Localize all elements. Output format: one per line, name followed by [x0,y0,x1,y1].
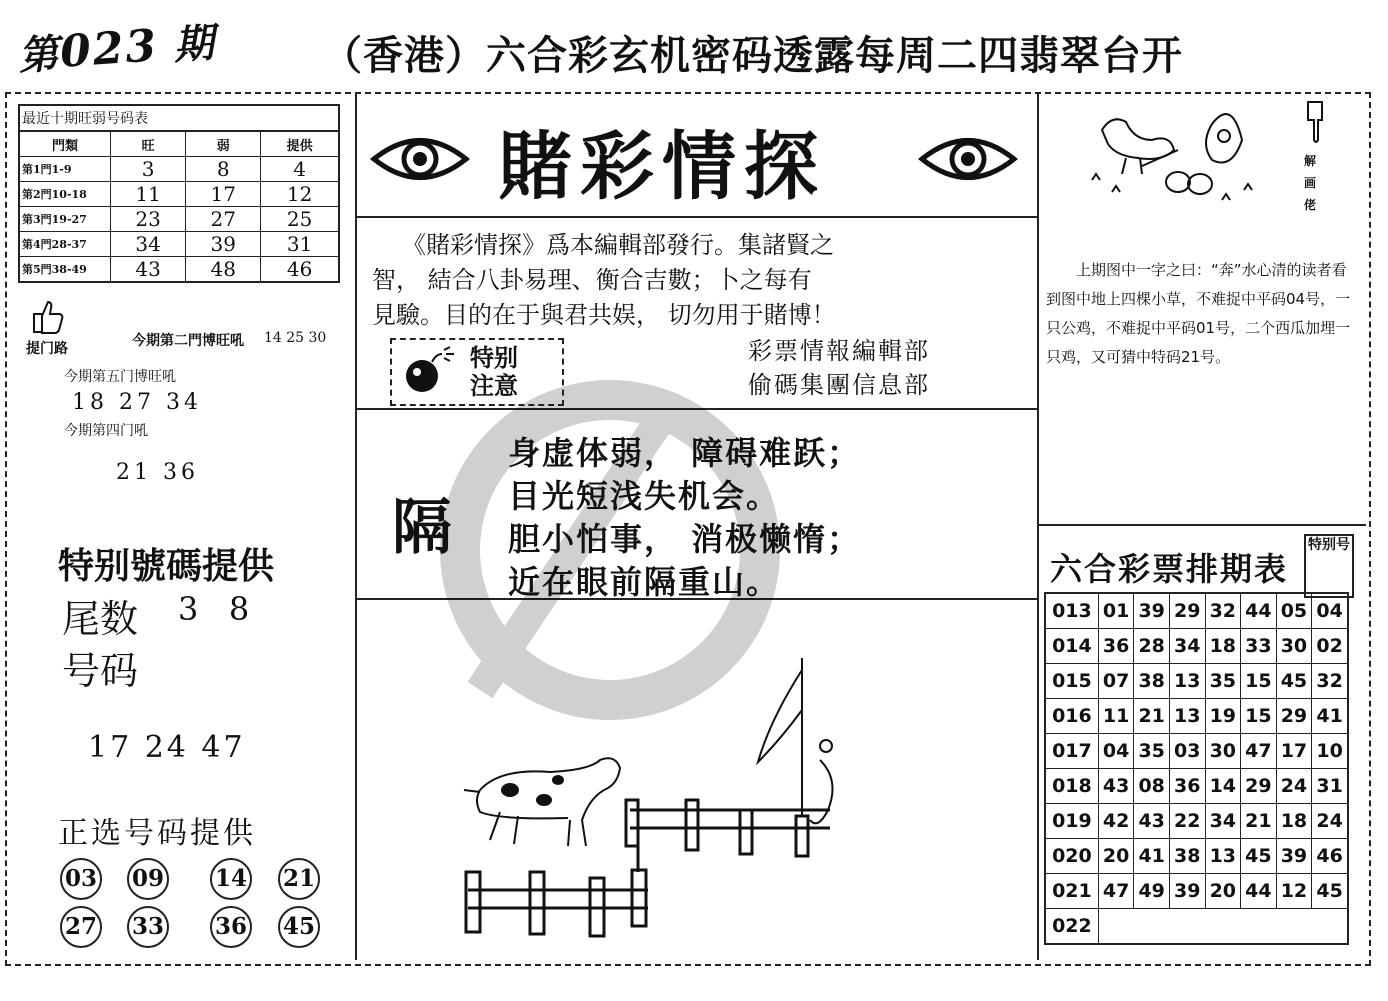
col-provide: 提供 [261,131,339,157]
number-cell: 15 [1241,699,1277,734]
number-cell: 21 [1241,804,1277,839]
table-row [1045,769,1348,804]
special-cell: 02 [1312,629,1348,664]
schedule-title: 六合彩票排期表 [1050,550,1289,588]
number-cell: 08 [1134,769,1170,804]
issue-cell: 017 [1045,734,1098,769]
number-cell: 05 [1276,593,1312,629]
special-cell: 41 [1312,699,1348,734]
pick-number: 09 [127,858,169,900]
door4-text: 今期第四门吼 [64,423,148,439]
pick-number: 14 [210,858,252,900]
weak-cell: 48 [186,257,261,283]
pointing-hand-icon [1300,100,1330,146]
tail-numbers: 3 8 [178,590,250,628]
number-cell: 39 [1134,593,1170,629]
special-cell: 32 [1312,664,1348,699]
hot-cell: 43 [111,257,186,283]
table-row [1045,699,1348,734]
table-row [19,257,339,283]
issue-number: 023 [58,20,160,78]
number-cell: 03 [1169,734,1205,769]
empty-result-cell [1098,909,1348,945]
number-cell: 32 [1205,593,1241,629]
hint-illustration [1082,100,1262,210]
table-row [1045,804,1348,839]
provide-cell: 46 [261,257,339,283]
table-row [19,207,339,232]
tips-label: 提门路 [26,341,68,357]
col-group: 門類 [19,131,111,157]
number-cell: 30 [1205,734,1241,769]
department [748,334,930,402]
weak-cell: 17 [186,182,261,207]
intro-line: 智， 結合八卦易理、衡合吉數；卜之每有 [372,266,812,294]
issue-prefix: 第 [16,30,62,80]
number-cell: 13 [1169,699,1205,734]
picks-heading: 正选号码提供 [58,816,256,851]
pick-number: 36 [210,906,252,948]
hot-cell: 11 [111,182,186,207]
pick-number: 21 [278,858,320,900]
hot-cell: 23 [111,207,186,232]
provide-cell: 4 [261,157,339,182]
issue-cell: 014 [1045,629,1098,664]
door4-numbers: 21 36 [116,460,199,485]
special-number-badge: 特别号 [1304,534,1354,598]
number-cell: 47 [1098,874,1134,909]
issue-suffix: 期 [172,19,218,69]
riddle-illustration [440,650,860,950]
notice-line: 特别 [470,344,518,372]
intro-text [372,228,1032,333]
page-title: （香港）六合彩玄机密码透露每周二四翡翠台开 [322,32,1183,79]
issue-cell: 015 [1045,664,1098,699]
number-cell: 18 [1205,629,1241,664]
provide-cell: 31 [261,232,339,257]
weak-cell: 27 [186,207,261,232]
left-divider [355,94,357,960]
number-cell: 18 [1276,804,1312,839]
col-hot: 旺 [111,131,186,157]
pick-number: 27 [60,906,102,948]
number-cell: 39 [1276,839,1312,874]
issue-cell: 022 [1045,909,1098,945]
number-cell: 49 [1134,874,1170,909]
issue-label [16,11,217,82]
special-cell: 45 [1312,874,1348,909]
special-heading: 特别號碼提供 [58,546,275,587]
cow-drawing [464,758,620,846]
number-cell: 07 [1098,664,1134,699]
number-cell: 34 [1205,804,1241,839]
eye-icon [370,130,470,188]
number-cell: 45 [1276,664,1312,699]
number-cell: 14 [1205,769,1241,804]
dept-line: 偷碼集團信息部 [748,371,930,399]
number-cell: 47 [1241,734,1277,769]
number-cell: 34 [1169,629,1205,664]
number-cell: 43 [1134,804,1170,839]
number-cell: 29 [1241,769,1277,804]
group-cell: 第5門38-49 [19,257,111,283]
door5-text: 今期第五门博旺吼 [64,369,176,385]
provide-cell: 12 [261,182,339,207]
eye-icon [918,130,1018,188]
number-cell: 19 [1205,699,1241,734]
issue-cell: 013 [1045,593,1098,629]
intro-line: 見驗。目的在于與君共娱， 切勿用于賭博！ [372,301,836,329]
table-row [1045,593,1348,629]
door5-numbers: 18 27 34 [72,390,202,415]
riddle-character: 隔 [392,493,452,563]
right-divider [1037,94,1039,960]
schedule-divider [1038,524,1366,526]
number-cell: 30 [1276,629,1312,664]
group-cell: 第4門28-37 [19,232,111,257]
last-issue-explanation: 上期图中一字之曰：“奔”水心清的读者看到图中地上四棵小草，不难捉中平码04号，一只公鸡，不难捉中平码01号，二个西瓜加埋一只鸡，又可猜中特码21号。 [1046,261,1351,366]
issue-cell: 021 [1045,874,1098,909]
pick-number: 45 [278,906,320,948]
special-cell: 31 [1312,769,1348,804]
number-cell: 36 [1169,769,1205,804]
number-cell: 41 [1134,839,1170,874]
weak-cell: 8 [186,157,261,182]
special-cell: 46 [1312,839,1348,874]
number-cell: 28 [1134,629,1170,664]
notice-text [470,344,518,400]
banner-divider [356,216,1037,218]
number-cell: 22 [1169,804,1205,839]
poem-line: 胆小怕事， 消极懒惰； [508,520,862,558]
door2-text: 今期第二門博旺吼 [132,333,244,349]
number-cell: 13 [1169,664,1205,699]
number-cell: 04 [1098,734,1134,769]
notice-line: 注意 [470,372,518,400]
table-row [19,157,339,182]
banner-title: 賭彩情探 [498,124,826,210]
number-cell: 11 [1098,699,1134,734]
number-cell: 42 [1098,804,1134,839]
number-cell: 36 [1098,629,1134,664]
number-cell: 44 [1241,874,1277,909]
group-cell: 第2門10-18 [19,182,111,207]
poem-line: 身虚体弱， 障碍难跃； [508,434,862,472]
recent-table-header [19,131,339,157]
special-cell: 10 [1312,734,1348,769]
col-weak: 弱 [186,131,261,157]
table-row [19,182,339,207]
number-cell: 21 [1134,699,1170,734]
number-cell: 45 [1241,839,1277,874]
bomb-icon [400,346,456,396]
number-cell: 43 [1098,769,1134,804]
number-cell: 12 [1276,874,1312,909]
intro-line: 《賭彩情探》爲本編輯部發行。集諸賢之 [402,231,834,259]
table-row [1045,909,1348,945]
fence-drawing [466,800,830,936]
number-cell: 44 [1241,593,1277,629]
special-cell: 24 [1312,804,1348,839]
pick-number: 03 [60,858,102,900]
flag-drawing [758,658,833,823]
number-cell: 29 [1169,593,1205,629]
issue-cell: 016 [1045,699,1098,734]
table-row [19,232,339,257]
provide-cell: 25 [261,207,339,232]
number-cell: 01 [1098,593,1134,629]
issue-cell: 018 [1045,769,1098,804]
special-cell: 04 [1312,593,1348,629]
hot-cell: 3 [111,157,186,182]
poem-line: 目光短浅失机会。 [508,477,781,515]
group-cell: 第3門19-27 [19,207,111,232]
thumbs-up-icon [30,298,64,334]
picture-tip-label: 解画佬 [1303,154,1316,212]
group-cell: 第1門1-9 [19,157,111,182]
number-cell: 35 [1205,664,1241,699]
number-cell: 29 [1276,699,1312,734]
table-row [1045,664,1348,699]
number-cell: 24 [1276,769,1312,804]
number-cell: 15 [1241,664,1277,699]
number-cell: 13 [1205,839,1241,874]
poem-line: 近在眼前隔重山。 [508,563,781,601]
table-row [1045,839,1348,874]
pick-number: 33 [127,906,169,948]
weak-cell: 39 [186,232,261,257]
number-cell: 35 [1134,734,1170,769]
issue-cell: 019 [1045,804,1098,839]
schedule-table [1044,592,1349,945]
issue-cell: 020 [1045,839,1098,874]
number-cell: 38 [1169,839,1205,874]
code-label: 号码 [62,649,139,693]
door2-numbers: 14 25 30 [264,330,327,346]
riddle-poem [508,432,861,604]
tail-label: 尾数 [62,597,139,641]
number-cell: 39 [1169,874,1205,909]
dept-line: 彩票情報編輯部 [748,337,930,365]
recent-numbers-table [18,104,340,283]
code-numbers: 17 24 47 [88,730,246,765]
number-cell: 20 [1098,839,1134,874]
table-row [1045,874,1348,909]
table-row [1045,629,1348,664]
number-cell: 20 [1205,874,1241,909]
hot-cell: 34 [111,232,186,257]
recent-table-caption: 最近十期旺弱号码表 [18,104,340,130]
number-cell: 38 [1134,664,1170,699]
table-row [1045,734,1348,769]
number-cell: 33 [1241,629,1277,664]
number-cell: 17 [1276,734,1312,769]
